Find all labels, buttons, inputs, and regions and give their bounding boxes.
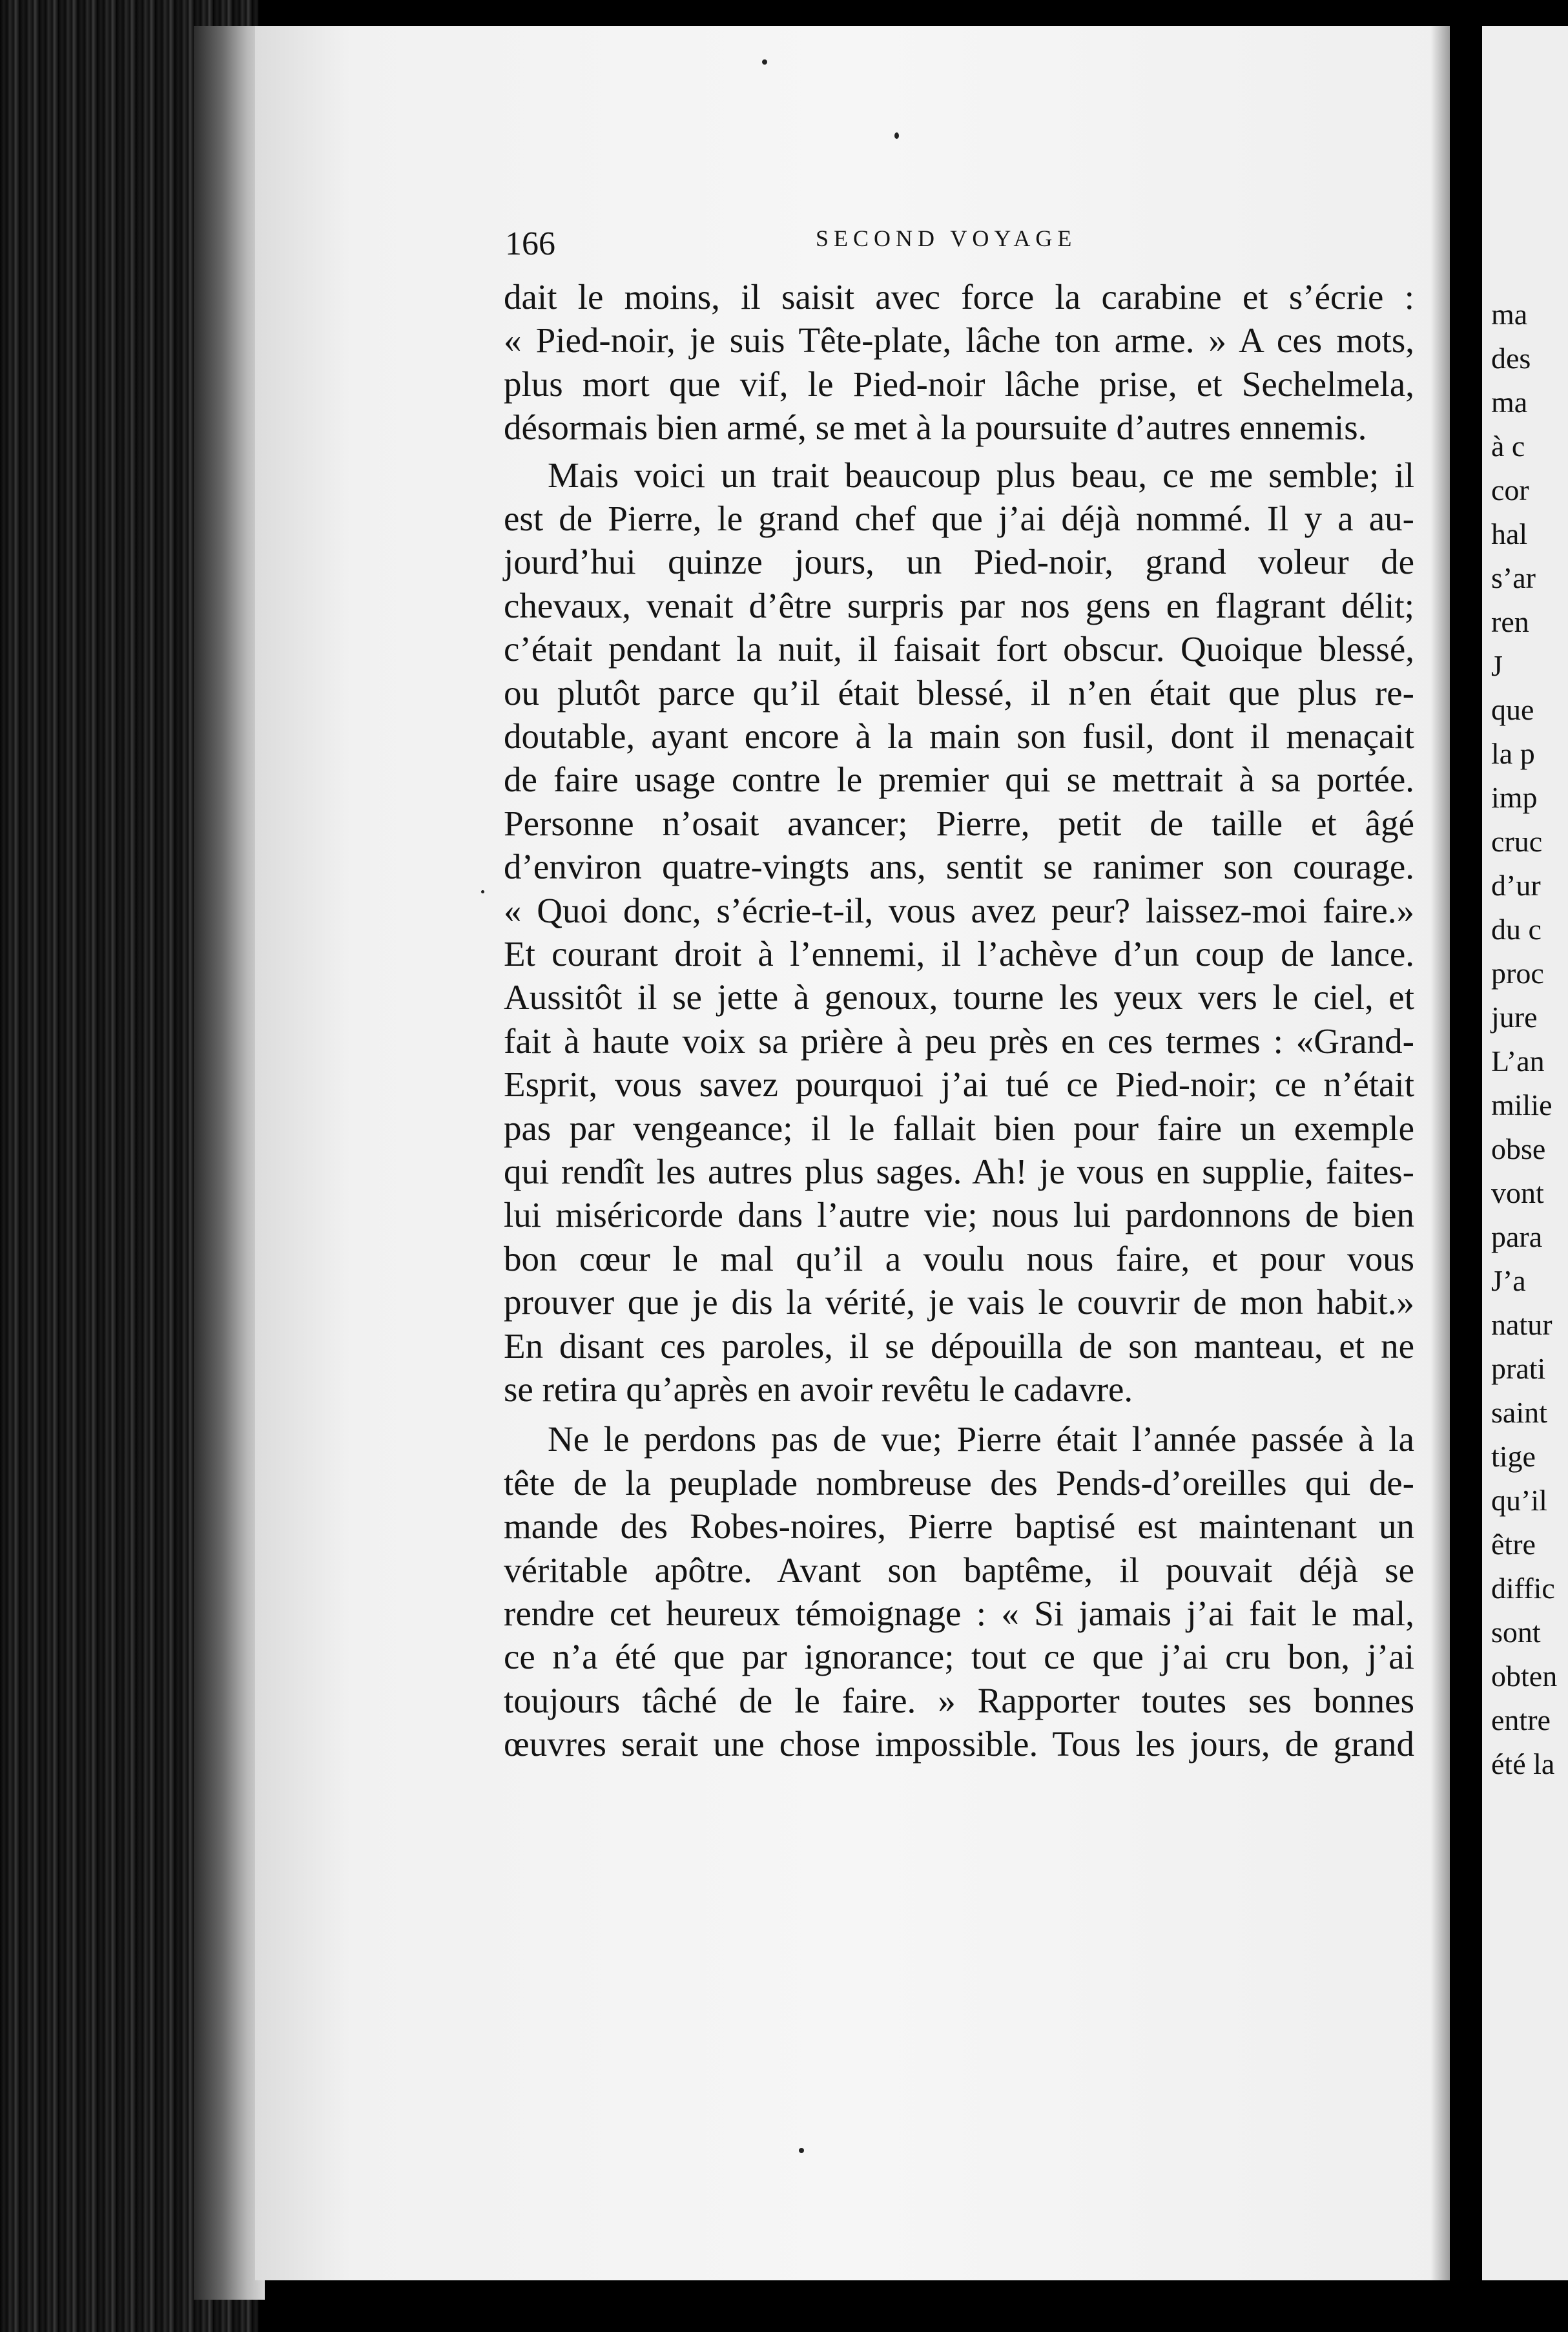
text-line: prouver que je dis la vérité, je vais le couvrir de mon habit.» [504,1282,1414,1322]
adjacent-page-text: saint [1491,1396,1547,1429]
adjacent-page-text: s’ar [1491,561,1536,594]
text-line: Personne n’osait avancer; Pierre, petit de taille et âgé [504,803,1414,843]
adjacent-page-text: cor [1491,474,1529,506]
text-line: tête de la peuplade nombreuse des Pends-d’oreilles qui de- [504,1463,1414,1503]
text-line: qui rendît les autres plus sages. Ah! je vous en supplie, faites- [504,1152,1414,1191]
adjacent-page-text: vont [1491,1176,1544,1209]
text-line: mande des Robes-noires, Pierre baptisé est maintenant un [504,1506,1414,1546]
text-line: Esprit, vous savez pourquoi j’ai tué ce Pied-noir; ce n’était [504,1065,1414,1105]
adjacent-page-text: diffic [1491,1572,1555,1605]
adjacent-page-text: obse [1491,1132,1546,1165]
adjacent-page-text: la p [1491,737,1535,770]
text-line: En disant ces paroles, il se dépouilla de son manteau, et ne [504,1326,1414,1366]
adjacent-page-text: qu’il [1491,1484,1547,1517]
text-line: dait le moins, il saisit avec force la carabine et s’écrie : [504,277,1414,317]
adjacent-page-text: du c [1491,913,1542,946]
text-line: ce n’a été que par ignorance; tout ce que j’ai cru bon, j’ai [504,1637,1414,1677]
text-line: fait à haute voix sa prière à peu près en ces termes : «Grand- [504,1021,1414,1061]
text-line: se retira qu’après en avoir revêtu le cadavre. [504,1369,1133,1409]
scan-speck [762,59,767,65]
text-line: véritable apôtre. Avant son baptême, il pouvait déjà se [504,1550,1414,1590]
page-edge-gradient [194,26,265,2300]
page-shadow [1430,26,1450,2280]
adjacent-page-text: L’an [1491,1045,1545,1078]
text-line: chevaux, venait d’être surpris par nos gens en flagrant délit; [504,585,1414,625]
text-line: désormais bien armé, se met à la poursuite d’autres ennemis. [504,408,1367,448]
text-line: ou plutôt parce qu’il était blessé, il n’en était que plus re- [504,672,1414,713]
adjacent-page-text: ma [1491,386,1528,419]
text-line: doutable, ayant encore à la main son fusil, dont il menaçait [504,716,1414,756]
text-line: toujours tâché de le faire. » Rapporter toutes ses bonnes [504,1680,1414,1720]
text-line: de faire usage contre le premier qui se mettrait à sa portée. [504,760,1414,800]
adjacent-page-text: para [1491,1220,1543,1253]
running-title: SECOND VOYAGE [816,225,1077,251]
adjacent-page-text: sont [1491,1616,1541,1649]
scan-speck [481,890,484,893]
adjacent-page-text: natur [1491,1308,1553,1341]
text-line: Et courant droit à l’ennemi, il l’achève d’un coup de lance. [504,934,1414,973]
adjacent-page-text: entre [1491,1703,1551,1736]
text-line: Ne le perdons pas de vue; Pierre était l’année passée à la [548,1419,1414,1459]
scan-speck [894,132,899,139]
adjacent-page-text: été la [1491,1747,1555,1780]
text-line: pas par vengeance; il le fallait bien pour faire un exemple [504,1108,1414,1148]
book-gutter [1450,0,1482,2332]
adjacent-page-text: ren [1491,605,1529,638]
page-number: 166 [505,225,555,262]
adjacent-page-text: proc [1491,957,1544,990]
adjacent-page-text: jure [1491,1001,1538,1034]
adjacent-page-text: imp [1491,781,1538,814]
adjacent-page-text: obten [1491,1660,1558,1692]
text-line: Mais voici un trait beaucoup plus beau, ce me semble; il [548,455,1414,495]
text-line: « Pied-noir, je suis Tête-plate, lâche ton arme. » A ces mots, [504,320,1414,360]
scan-speck [799,2148,804,2153]
text-line: c’était pendant la nuit, il faisait fort obscur. Quoique blessé, [504,629,1414,669]
adjacent-page-fragment [1482,26,1568,2280]
adjacent-page-text: tige [1491,1440,1536,1473]
text-line: Aussitôt il se jette à genoux, tourne les yeux vers le ciel, et [504,977,1414,1017]
adjacent-page-text: J [1491,649,1503,682]
text-line: est de Pierre, le grand chef que j’ai déjà nommé. Il y a au- [504,499,1414,538]
adjacent-page-text: hal [1491,517,1528,550]
adjacent-page-text: prati [1491,1352,1546,1385]
text-line: rendre cet heureux témoignage : « Si jamais j’ai fait le mal, [504,1594,1414,1633]
text-line: d’environ quatre-vingts ans, sentit se ranimer son courage. [504,847,1414,887]
text-line: jourd’hui quinze jours, un Pied-noir, grand voleur de [504,542,1414,582]
adjacent-page-text: à c [1491,430,1525,463]
adjacent-page-text: ma [1491,298,1528,331]
adjacent-page-text: milie [1491,1088,1553,1121]
adjacent-page-text: cruc [1491,825,1543,858]
adjacent-page-text: que [1491,693,1534,726]
text-line: œuvres serait une chose impossible. Tous les jours, de grand [504,1724,1414,1764]
text-line: plus mort que vif, le Pied-noir lâche prise, et Sechelmela, [504,364,1414,404]
adjacent-page-text: d’ur [1491,869,1541,902]
text-line: bon cœur le mal qu’il a voulu nous faire, et pour vous [504,1238,1414,1278]
adjacent-page-text: être [1491,1528,1536,1561]
adjacent-page-text: J’a [1491,1264,1526,1297]
text-line: « Quoi donc, s’écrie-t-il, vous avez peur? laissez-moi faire.» [504,890,1414,930]
adjacent-page-text: des [1491,342,1531,375]
text-line: lui miséricorde dans l’autre vie; nous lui pardonnons de bien [504,1195,1414,1235]
